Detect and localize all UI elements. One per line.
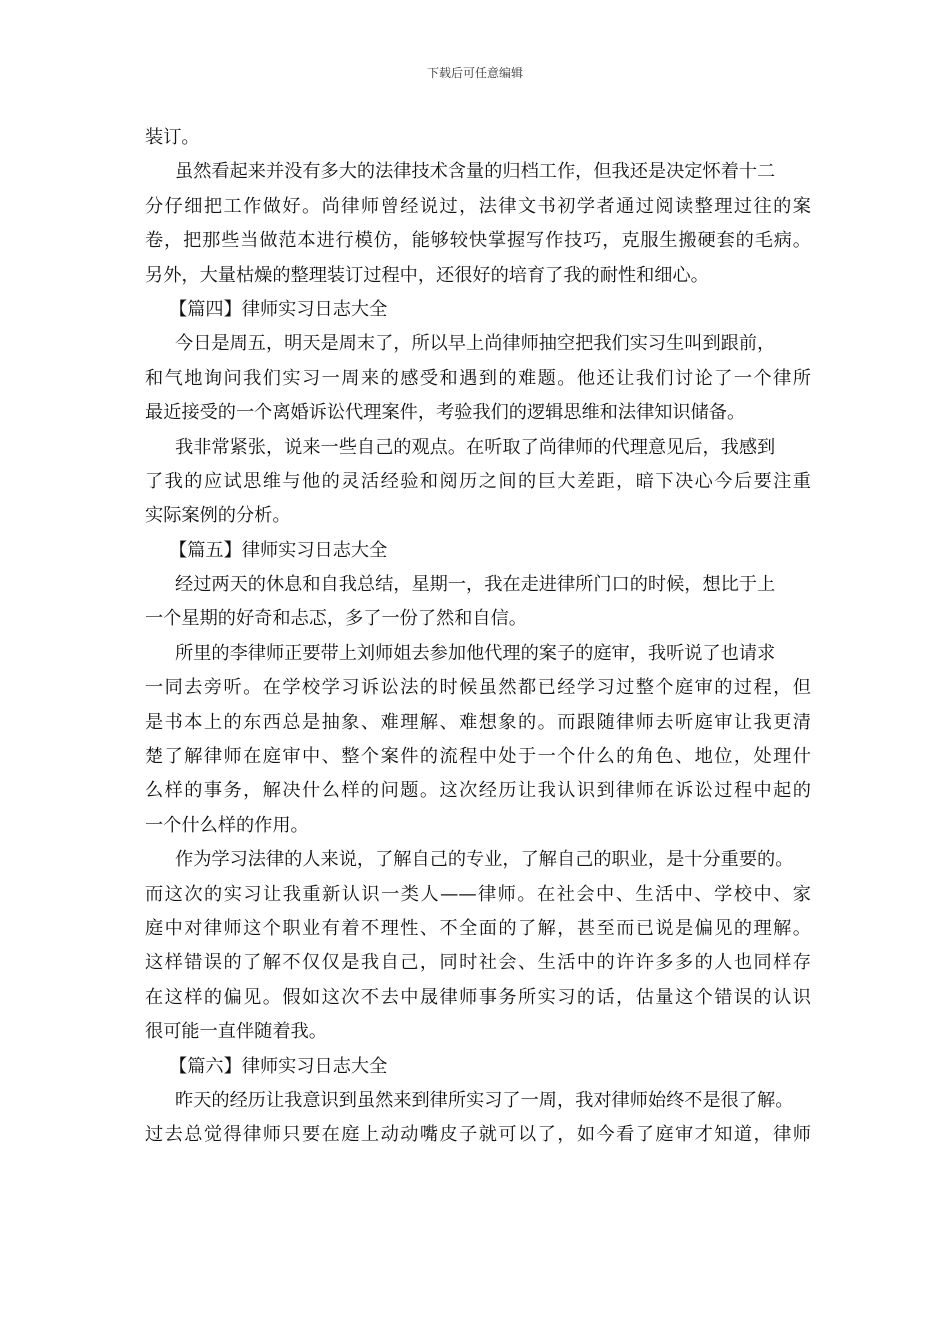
text-line: 所里的李律师正要带上刘师姐去参加他代理的案子的庭审，我听说了也请求 [175, 642, 776, 664]
text-line: 这样错误的了解不仅仅是我自己，同时社会、生活中的许许多多的人也同样存 [145, 952, 811, 974]
text-line: 是书本上的东西总是抽象、难理解、难想象的。而跟随律师去听庭审让我更清 [145, 711, 811, 733]
text-line: 昨天的经历让我意识到虽然来到律所实习了一周，我对律师始终不是很了解。 [175, 1089, 794, 1111]
section-heading: 【篇四】律师实习日志大全 [169, 298, 388, 320]
text-line: 而这次的实习让我重新认识一类人——律师。在社会中、生活中、学校中、家 [145, 883, 811, 905]
text-line: 作为学习法律的人来说，了解自己的专业，了解自己的职业，是十分重要的。 [175, 849, 794, 871]
text-line: 今日是周五，明天是周末了，所以早上尚律师抽空把我们实习生叫到跟前， [175, 333, 776, 355]
text-line: 在这样的偏见。假如这次不去中晟律师事务所实习的话，估量这个错误的认识 [145, 986, 811, 1008]
text-line: 庭中对律师这个职业有着不理性、不全面的了解，甚至而已说是偏见的理解。 [145, 917, 811, 939]
text-line: 另外，大量枯燥的整理装订过程中，还很好的培育了我的耐性和细心。 [145, 264, 709, 286]
text-line: 分仔细把工作做好。尚律师曾经说过，法律文书初学者通过阅读整理过往的案 [145, 195, 811, 217]
text-line: 一个星期的好奇和忐忑，多了一份了然和自信。 [145, 608, 527, 630]
section-heading: 【篇六】律师实习日志大全 [169, 1055, 388, 1077]
text-line: 一个什么样的作用。 [145, 814, 309, 836]
text-line: 最近接受的一个离婚诉讼代理案件，考验我们的逻辑思维和法律知识储备。 [145, 402, 746, 424]
text-line: 实际案例的分析。 [145, 505, 291, 527]
text-line: 和气地询问我们实习一周来的感受和遇到的难题。他还让我们讨论了一个律所 [145, 367, 811, 389]
section-heading: 【篇五】律师实习日志大全 [169, 539, 388, 561]
text-line: 过去总觉得律师只要在庭上动动嘴皮子就可以了，如今看了庭审才知道，律师 [145, 1124, 811, 1146]
text-line: 楚了解律师在庭审中、整个案件的流程中处于一个什么的角色、地位，处理什 [145, 746, 811, 768]
text-line: 装订。 [145, 127, 200, 148]
text-line: 虽然看起来并没有多大的法律技术含量的归档工作，但我还是决定怀着十二 [175, 161, 776, 183]
text-line: 了我的应试思维与他的灵活经验和阅历之间的巨大差距，暗下决心今后要注重 [145, 470, 811, 492]
document-body [145, 121, 811, 1153]
text-line: 卷，把那些当做范本进行模仿，能够较快掌握写作技巧，克服生搬硬套的毛病。 [145, 230, 811, 252]
text-line: 很可能一直伴随着我。 [145, 1021, 327, 1043]
text-line: 经过两天的休息和自我总结，星期一，我在走进律所门口的时候，想比于上 [175, 574, 776, 596]
text-line: 么样的事务，解决什么样的问题。这次经历让我认识到律师在诉讼过程中起的 [145, 780, 811, 802]
text-line: 一同去旁听。在学校学习诉讼法的时候虽然都已经学习过整个庭审的过程，但 [145, 677, 811, 699]
page-header: 下载后可任意编辑 [426, 66, 523, 80]
text-line: 我非常紧张，说来一些自己的观点。在听取了尚律师的代理意见后，我感到 [175, 436, 776, 458]
